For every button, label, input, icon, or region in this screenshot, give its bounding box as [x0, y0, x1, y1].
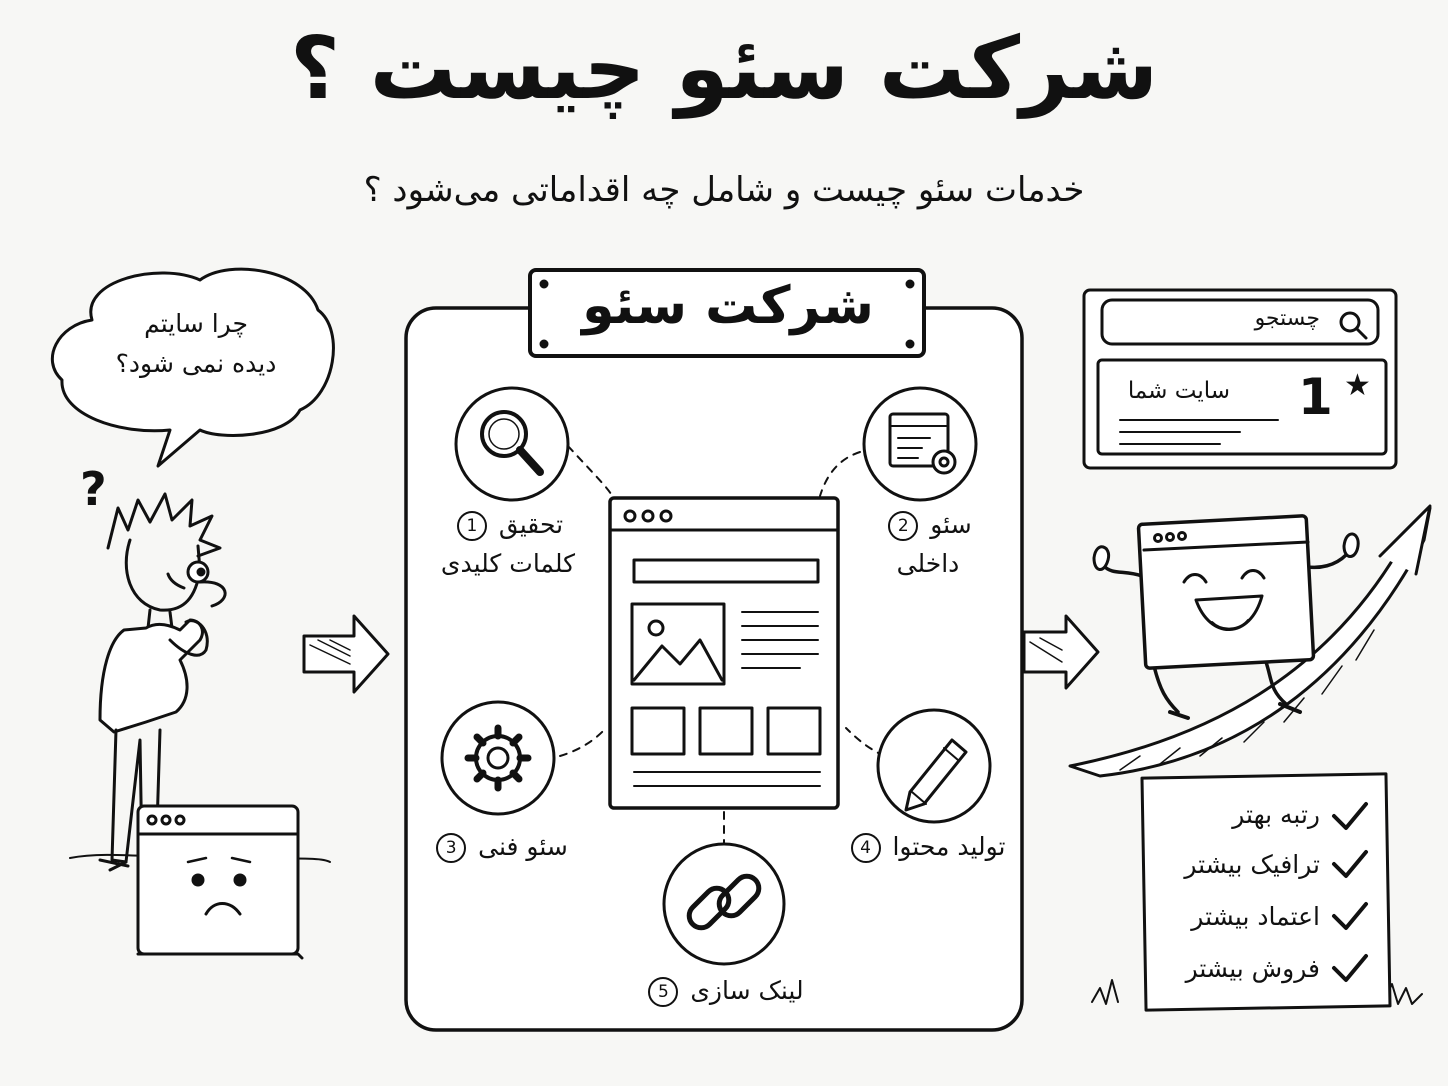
happy-browser: [1094, 516, 1358, 718]
result-site-label: سایت شما: [1127, 378, 1230, 404]
thought-line-1: چرا سایتم: [144, 309, 248, 338]
step-1-line-1: [418, 506, 598, 545]
benefit-item: ترافیک بیشتر: [1184, 850, 1320, 879]
step-5-text: لینک سازی: [690, 976, 804, 1005]
rank-number: 1: [1298, 368, 1333, 426]
benefit-item: رتبه بهتر: [1232, 800, 1320, 829]
browser-gear-icon: [890, 414, 955, 473]
step-3-number: 3: [436, 833, 466, 863]
step-1-text: تحقیق: [498, 510, 564, 539]
benefit-item: فروش بیشتر: [1185, 954, 1320, 983]
sad-browser: [70, 806, 330, 958]
website-mockup: [610, 498, 838, 808]
step-5-label: [624, 972, 824, 1011]
step-2-line-1: [858, 506, 998, 545]
step-2-number: 2: [888, 511, 918, 541]
step-3-label: [420, 828, 580, 867]
step-3-text: سئو فنی: [478, 832, 568, 861]
question-mark: ?: [80, 462, 107, 516]
company-title: شرکت سئو: [582, 276, 874, 336]
step-1-label: [418, 506, 598, 584]
search-input: چستجو: [1254, 306, 1320, 331]
step-4-text: تولید محتوا: [892, 832, 1006, 861]
step-2-label: [858, 506, 998, 584]
star-icon: ★: [1344, 368, 1371, 403]
page-title: شرکت سئو چیست ؟: [289, 19, 1159, 119]
step-4-number: 4: [851, 833, 881, 863]
page-subtitle: خدمات سئو چیست و شامل چه اقداماتی می‌شود ؟: [363, 170, 1085, 210]
thought-line-2: دیده نمی شود؟: [115, 349, 277, 378]
benefit-item: اعتماد بیشتر: [1191, 902, 1320, 931]
step-1-number: 1: [457, 511, 487, 541]
step-5-number: 5: [648, 977, 678, 1007]
step-2-text: سئو: [930, 510, 972, 539]
arrow-right-icon: [304, 616, 388, 692]
step-1-line-2: کلمات کلیدی: [440, 548, 576, 578]
thought-bubble-text: [86, 304, 306, 384]
arrow-right-icon-2: [1024, 616, 1098, 688]
step-4-label: [836, 828, 1016, 867]
step-2-line-2: داخلی: [896, 548, 960, 578]
